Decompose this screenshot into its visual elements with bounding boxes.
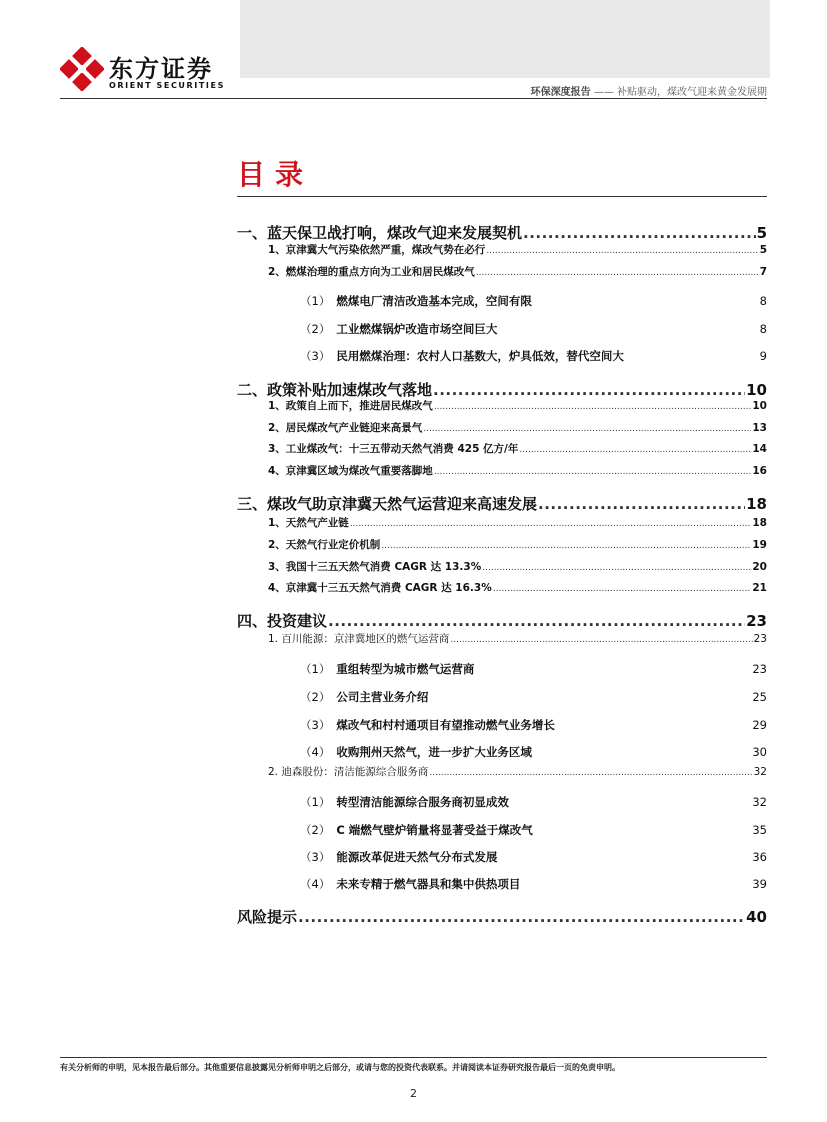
footer-disclaimer: 有关分析师的申明，见本报告最后部分。其他重要信息披露见分析师申明之后部分，或请与您的投资代表联系。并请阅读本证券研究报告最后一页的免责申明。	[60, 1063, 620, 1072]
toc-entry[interactable]	[300, 321, 767, 337]
toc-entry-number: （2）	[300, 823, 331, 837]
toc-dot-leader	[423, 424, 751, 434]
toc-entry[interactable]	[268, 515, 767, 530]
toc-entry-page: 9	[759, 349, 767, 363]
toc-entry-title: 4、京津冀十三五天然气消费 CAGR 达 16.3%	[268, 582, 492, 594]
header-divider	[60, 98, 767, 99]
toc-entry-number: （1）	[300, 795, 331, 809]
toc-entry-title: 风险提示	[237, 908, 298, 926]
toc-entry[interactable]	[268, 537, 767, 552]
toc-entry[interactable]	[237, 222, 767, 243]
toc-entry[interactable]	[268, 463, 767, 478]
toc-dot-leader	[433, 381, 745, 399]
toc-dot-leader	[328, 612, 745, 630]
toc-entry-page: 30	[752, 745, 767, 759]
toc-dot-leader	[350, 519, 752, 529]
report-header	[531, 83, 767, 98]
toc-entry-title: 2、燃煤治理的重点方向为工业和居民煤改气	[268, 266, 475, 278]
toc-dot-leader	[493, 584, 752, 594]
toc-entry[interactable]	[300, 348, 767, 364]
toc-entry-title: （1） 燃煤电厂清洁改造基本完成，空间有限	[300, 294, 532, 308]
toc-dot-leader	[482, 563, 751, 573]
toc-dot-leader	[519, 445, 751, 455]
toc-entry[interactable]	[300, 744, 767, 760]
toc-entry-page: 5	[759, 244, 767, 256]
toc-entry[interactable]	[237, 493, 767, 514]
toc-entry-number: （3）	[300, 349, 331, 363]
toc-entry[interactable]	[268, 631, 767, 646]
toc-dot-leader	[476, 268, 759, 278]
toc-entry-title: 一、蓝天保卫战打响，煤改气迎来发展契机	[237, 224, 523, 242]
toc-entry-number: （1）	[300, 294, 331, 308]
toc-entry-number: （1）	[300, 662, 331, 676]
toc-entry[interactable]	[237, 610, 767, 631]
toc-dot-leader	[450, 635, 752, 645]
toc-entry-page: 10	[752, 400, 767, 412]
toc-dot-leader	[429, 768, 752, 778]
toc-dot-leader	[538, 495, 745, 513]
toc-entry[interactable]	[300, 794, 767, 810]
brand-name-cn: 东方证券	[109, 55, 213, 83]
toc-entry[interactable]	[268, 420, 767, 435]
toc-entry-title: 2. 迪森股份：清洁能源综合服务商	[268, 766, 429, 778]
toc-entry-page: 19	[752, 539, 767, 551]
toc-entry-title: 2、居民煤改气产业链迎来高景气	[268, 422, 423, 434]
title-divider	[237, 196, 767, 197]
toc-entry-title: （4） 未来专精于燃气器具和集中供热项目	[300, 877, 521, 891]
toc-entry[interactable]	[300, 822, 767, 838]
toc-entry-title: 2、天然气行业定价机制	[268, 539, 381, 551]
toc-entry-page: 23	[753, 633, 767, 645]
toc-entry-page: 8	[759, 322, 767, 336]
page-title: 目录	[237, 158, 314, 191]
toc-entry-page: 16	[752, 465, 767, 477]
toc-dot-leader	[298, 908, 745, 926]
toc-entry-number: （3）	[300, 850, 331, 864]
toc-entry-number: （2）	[300, 690, 331, 704]
toc-entry-page: 32	[753, 766, 767, 778]
toc-entry-title: （2） C 端燃气壁炉销量将显著受益于煤改气	[300, 823, 533, 837]
toc-entry-title: （1） 转型清洁能源综合服务商初显成效	[300, 795, 509, 809]
toc-entry-page: 40	[746, 908, 767, 926]
toc-entry[interactable]	[268, 764, 767, 779]
toc-entry-title: 4、京津冀区域为煤改气重要落脚地	[268, 465, 433, 477]
toc-entry[interactable]	[268, 242, 767, 257]
toc-entry[interactable]	[237, 379, 767, 400]
toc-dot-leader	[486, 246, 758, 256]
toc-entry[interactable]	[300, 661, 767, 677]
toc-entry-page: 32	[752, 795, 767, 809]
toc-entry-title: 1. 百川能源：京津冀地区的燃气运营商	[268, 633, 450, 645]
toc-entry-page: 23	[746, 612, 767, 630]
toc-entry-title: （3） 煤改气和村村通项目有望推动燃气业务增长	[300, 718, 555, 732]
toc-entry-page: 25	[752, 690, 767, 704]
header-dash: ——	[593, 87, 614, 98]
toc-entry-number: （3）	[300, 718, 331, 732]
toc-entry-page: 29	[752, 718, 767, 732]
toc-entry-title: （3） 能源改革促进天然气分布式发展	[300, 850, 498, 864]
brand-name-en: ORIENT SECURITIES	[109, 81, 225, 90]
toc-entry-number: （4）	[300, 745, 331, 759]
toc-entry-page: 18	[752, 517, 767, 529]
report-type: 环保深度报告	[530, 87, 591, 98]
toc-dot-leader	[434, 467, 752, 477]
header-shade	[240, 0, 770, 78]
toc-entry-page: 20	[752, 561, 767, 573]
toc-entry-number: （4）	[300, 877, 331, 891]
toc-entry-title: 四、投资建议	[237, 612, 328, 630]
toc-entry-title: （4） 收购荆州天然气，进一步扩大业务区域	[300, 745, 532, 759]
toc-entry[interactable]	[268, 398, 767, 413]
toc-entry-page: 8	[759, 294, 767, 308]
toc-entry[interactable]	[268, 580, 767, 595]
toc-entry-title: （3） 民用燃煤治理：农村人口基数大，炉具低效，替代空间大	[300, 349, 624, 363]
toc-dot-leader	[381, 541, 751, 551]
report-subtitle: 补贴驱动，煤改气迎来黄金发展期	[617, 87, 767, 98]
toc-entry-page: 35	[752, 823, 767, 837]
toc-entry-title: 1、政策自上而下，推进居民煤改气	[268, 400, 433, 412]
toc-entry-page: 5	[756, 224, 767, 242]
toc-entry[interactable]	[268, 441, 767, 456]
toc-dot-leader	[523, 224, 756, 242]
toc-entry-page: 18	[746, 495, 767, 513]
toc-entry-title: 二、政策补贴加速煤改气落地	[237, 381, 433, 399]
toc-entry-title: 三、煤改气助京津冀天然气运营迎来高速发展	[237, 495, 538, 513]
toc-entry-page: 14	[752, 443, 767, 455]
toc-entry-page: 23	[752, 662, 767, 676]
orient-logo-icon	[60, 47, 104, 91]
page-number: 2	[410, 1087, 417, 1100]
toc-entry[interactable]	[268, 559, 767, 574]
toc-entry-page: 21	[752, 582, 767, 594]
toc-entry[interactable]	[300, 689, 767, 705]
toc-entry-title: （2） 工业燃煤锅炉改造市场空间巨大	[300, 322, 498, 336]
toc-entry-title: 3、工业煤改气：十三五带动天然气消费 425 亿方/年	[268, 443, 519, 455]
toc-entry-page: 10	[746, 381, 767, 399]
toc-entry[interactable]	[237, 906, 767, 927]
toc-entry[interactable]	[300, 717, 767, 733]
toc-entry-number: （2）	[300, 322, 331, 336]
toc-entry-title: （2） 公司主营业务介绍	[300, 690, 429, 704]
toc-entry-title: （1） 重组转型为城市燃气运营商	[300, 662, 475, 676]
toc-entry[interactable]	[300, 849, 767, 865]
toc-entry-page: 39	[752, 877, 767, 891]
toc-entry[interactable]	[300, 293, 767, 309]
brand-logo	[60, 47, 225, 97]
toc-entry-title: 1、天然气产业链	[268, 517, 349, 529]
toc-entry-page: 7	[759, 266, 767, 278]
toc-entry[interactable]	[300, 876, 767, 892]
toc-entry-title: 1、京津冀大气污染依然严重，煤改气势在必行	[268, 244, 486, 256]
toc-entry-title: 3、我国十三五天然气消费 CAGR 达 13.3%	[268, 561, 482, 573]
toc-entry-page: 13	[752, 422, 767, 434]
footer-divider	[60, 1057, 767, 1058]
toc-entry-page: 36	[752, 850, 767, 864]
toc-dot-leader	[434, 402, 752, 412]
toc-entry[interactable]	[268, 264, 767, 279]
